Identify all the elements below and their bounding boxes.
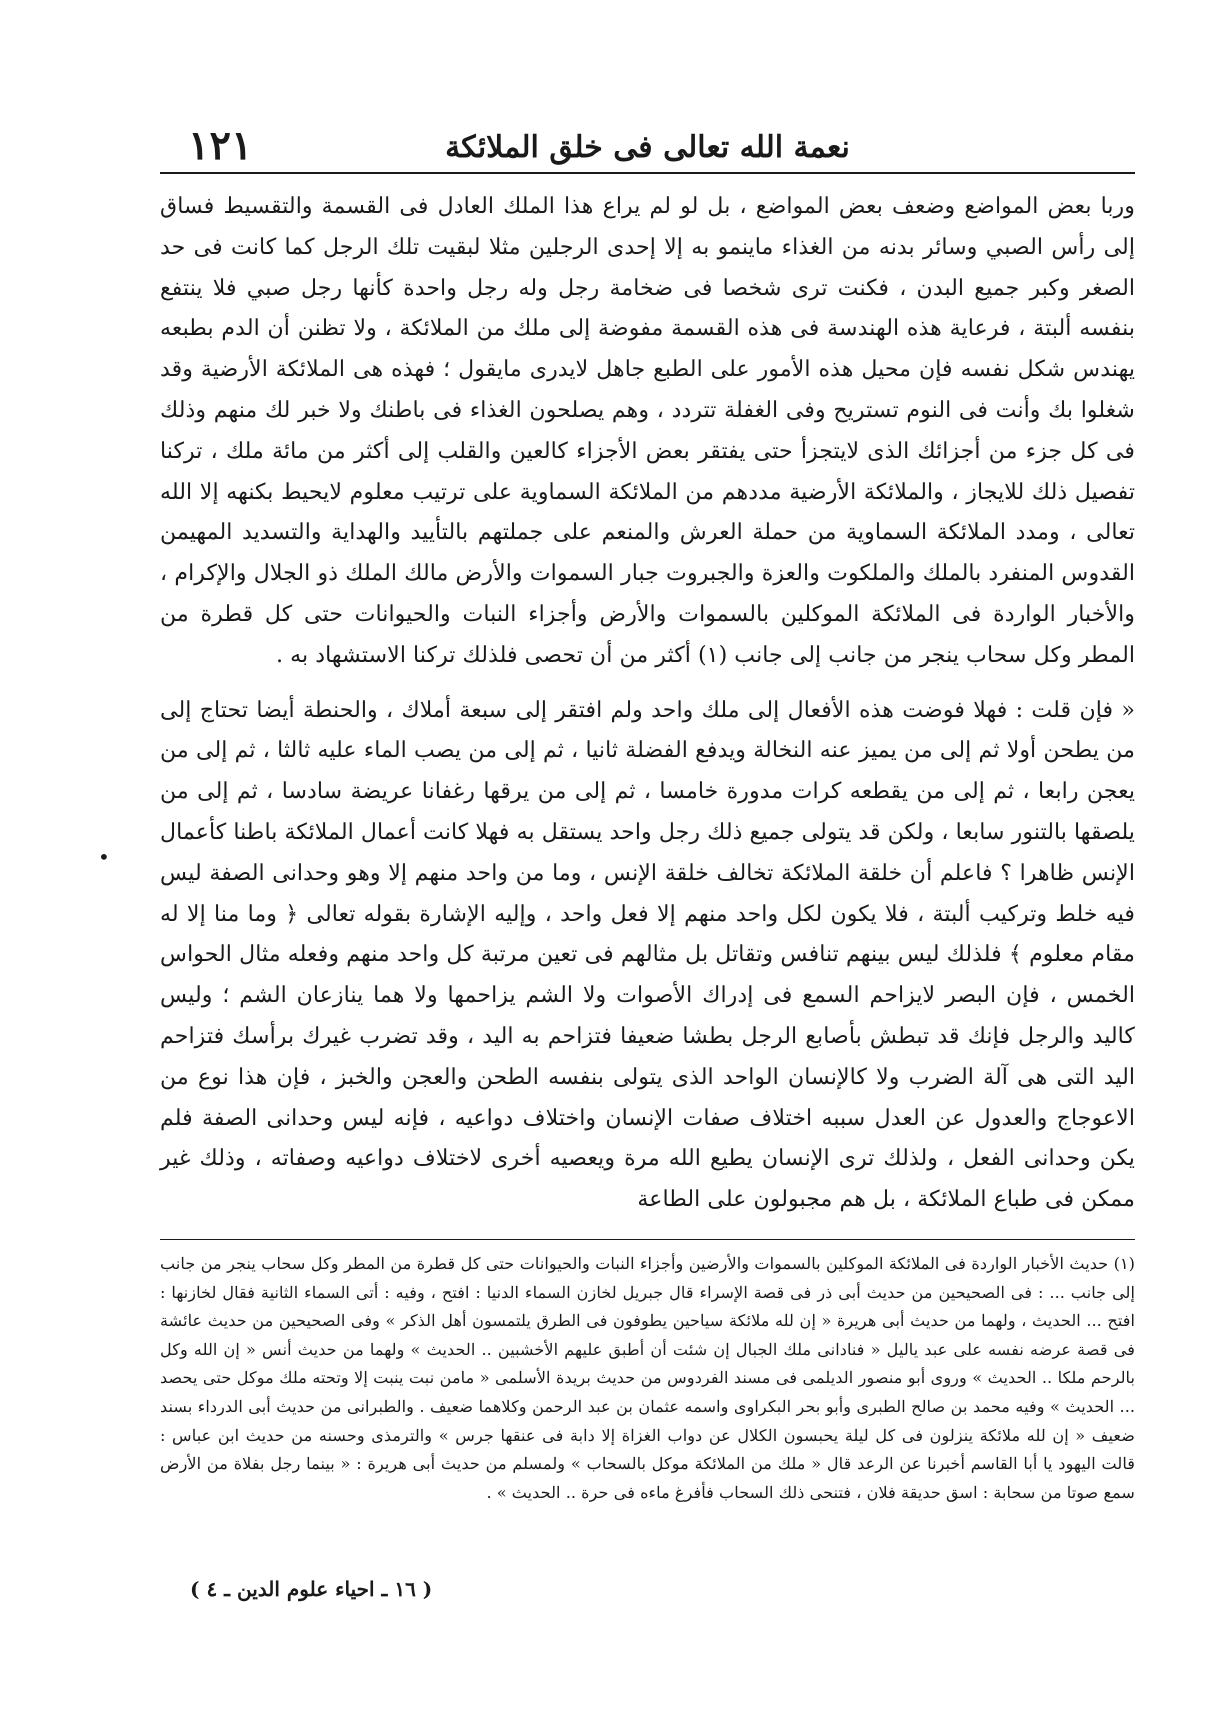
page-number: ١٢١ (188, 122, 253, 169)
page-header (160, 120, 1135, 174)
running-title: نعمة الله تعالى فى خلق الملائكة (445, 130, 850, 165)
footnote (160, 1250, 1135, 1507)
footnote-text: (١) حديث الأخبار الواردة فى الملائكة الموكلين بالسموات والأرضين وأجزاء النبات والحيوانات حتى كل قطرة من المطر وكل سحاب ينجر من جانب إلى جانب ... : فى الصحيحين من حديث أبى ذر فى قصة الإسراء قال جبريل لخازن السماء الدنيا : افتح ، وفيه : أتى السماء الثانية فقال لخازنها : افتح ... الحديث ، ولهما من حديث أبى هريرة « إن لله ملائكة سياحين يطوفون فى الطرق يلتمسون أهل الذكر » وفى الصحيحين من حديث عائشة فى قصة عرضه نفسه على عبد ياليل « فنادانى ملك الجبال إن شئت أن أطبق عليهم الأخشبين .. الحديث » ولهما من حديث أنس « إن الله وكل بالرحم ملكا .. الحديث » وروى أبو منصور الديلمى فى مسند الفردوس من حديث بريدة الأسلمى « مامن نبت ينبت إلا وتحته ملك موكل حتى يحصد ... الحديث » وفيه محمد بن صالح الطبرى وأبو بحر البكراوى واسمه عثمان بن عبد الرحمن وكلاهما ضعيف . والطبرانى من حديث أبى الدرداء بسند ضعيف « إن لله ملائكة ينزلون فى كل ليلة يحبسون الكلال عن دواب الغزاة إلا دابة فى عنقها جرس » والترمذى وحسنه من حديث ابن عباس : قالت اليهود يا أبا القاسم أخبرنا عن الرعد قال « ملك من الملائكة موكل بالسحاب » ولمسلم من حديث أبى هريرة : « بينما رجل بفلاة من الأرض سمع صوتا من سحابة : اسق حديقة فلان ، فتنحى ذلك السحاب فأفرغ ماءه فى حرة .. الحديث » . (160, 1254, 1135, 1502)
signature-mark: ( ١٦ ـ احياء علوم الدين ـ ٤ ) (190, 1577, 433, 1601)
paragraph-1: وربا بعض المواضع وضعف بعض المواضع ، بل لو لم يراع هذا الملك العادل فى القسمة والتقسيط فساق إلى رأس الصبي وسائر بدنه من الغذاء ماينمو به إلا إحدى الرجلين مثلا لبقيت تلك الرجل كما كانت فى حد الصغر وكبر جميع البدن ، فكنت ترى شخصا فى ضخامة رجل وله رجل واحدة كأنها رجل صبي فلا ينتفع بنفسه ألبتة ، فرعاية هذه الهندسة فى هذه القسمة مفوضة إلى ملك من الملائكة ، ولا تظنن أن الدم بطبعه يهندس شكل نفسه فإن محيل هذه الأمور على الطبع جاهل لايدرى مايقول ؛ فهذه هى الملائكة الأرضية وقد شغلوا بك وأنت فى النوم تستريح وفى الغفلة تتردد ، وهم يصلحون الغذاء فى باطنك ولا خبر لك منهم وذلك فى كل جزء من أجزائك الذى لايتجزأ حتى يفتقر بعض الأجزاء كالعين والقلب إلى أكثر من مائة ملك ، تركنا تفصيل ذلك للايجاز ، والملائكة الأرضية مددهم من الملائكة السماوية على ترتيب معلوم لايحيط بكنهه إلا الله تعالى ، ومدد الملائكة السماوية من حملة العرش والمنعم على جملتهم بالتأييد والهداية والتسديد المهيمن القدوس المنفرد بالملك والملكوت والعزة والجبروت جبار السموات والأرض مالك الملك ذو الجلال والإكرام ، والأخبار الواردة فى الملائكة الموكلين بالسموات والأرض وأجزاء النبات والحيوانات حتى كل قطرة من المطر وكل سحاب ينجر من جانب إلى جانب (١) أكثر من أن تحصى فلذلك تركنا الاستشهاد به . (160, 193, 1135, 668)
main-text (160, 186, 1135, 1220)
paragraph-2: « فإن قلت : فهلا فوضت هذه الأفعال إلى ملك واحد ولم افتقر إلى سبعة أملاك ، والحنطة أيضا تحتاج إلى من يطحن أولا ثم إلى من يميز عنه النخالة ويدفع الفضلة ثانيا ، ثم إلى من يصب الماء عليه ثالثا ، ثم إلى من يعجن رابعا ، ثم إلى من يقطعه كرات مدورة خامسا ، ثم إلى من يرقها رغفانا عريضة سادسا ، ثم إلى من يلصقها بالتنور سابعا ، ولكن قد يتولى جميع ذلك رجل واحد يستقل به فهلا كانت أعمال الملائكة باطنا كأعمال الإنس ظاهرا ؟ فاعلم أن خلقة الملائكة تخالف خلقة الإنس ، وما من واحد منهم إلا وهو وحدانى الصفة ليس فيه خلط وتركيب ألبتة ، فلا يكون لكل واحد منهم إلا فعل واحد ، وإليه الإشارة بقوله تعالى ﴿ وما منا إلا له مقام معلوم ﴾ فلذلك ليس بينهم تنافس وتقاتل بل مثالهم فى تعين مرتبة كل واحد منهم وفعله مثال الحواس الخمس ، فإن البصر لايزاحم السمع فى إدراك الأصوات ولا الشم يزاحمها ولا هما ينازعان الشم ؛ وليس كاليد والرجل فإنك قد تبطش بأصابع الرجل بطشا ضعيفا فتزاحم به اليد ، وقد تضرب غيرك برأسك فتزاحم اليد التى هى آلة الضرب ولا كالإنسان الواحد الذى يتولى بنفسه الطحن والعجن والخبز ، فإن هذا نوع من الاعوجاج والعدول عن العدل سببه اختلاف صفات الإنسان واختلاف دواعيه ، فإنه ليس وحدانى الصفة فلم يكن وحدانى الفعل ، ولذلك ترى الإنسان يطيع الله مرة ويعصيه أخرى لاختلاف دواعيه وصفاته ، وذلك غير ممكن فى طباع الملائكة ، بل هم مجبولون على الطاعة (160, 696, 1135, 1213)
footnote-separator (160, 1239, 1135, 1240)
margin-mark: • (98, 845, 110, 869)
